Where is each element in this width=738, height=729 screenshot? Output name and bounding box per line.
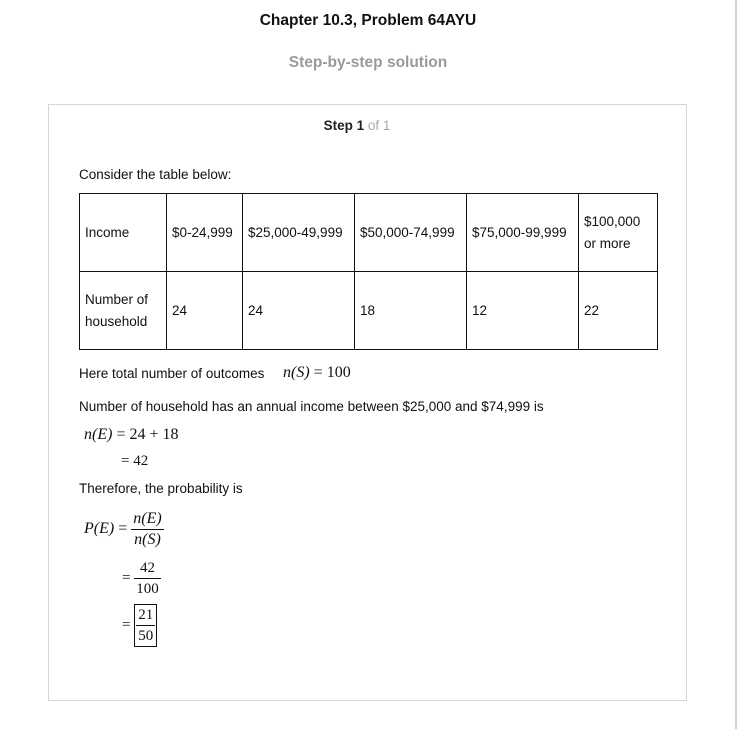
table-row-header: Number of household [80,272,167,350]
table-cell: $50,000-74,999 [355,194,467,272]
intro-text: Consider the table below: [79,167,232,182]
probability-equation-line2: = $\frac{42}{100}$ [122,560,159,597]
table-cell: 22 [579,272,658,350]
table-cell: 24 [243,272,355,350]
table-cell: 24 [167,272,243,350]
step-of-label: of 1 [367,118,391,133]
therefore-text: Therefore, the probability is [79,481,243,496]
event-count-equation: n(E) = 24 + 18 [84,426,179,443]
fraction-42-over-100: $\frac{42}{100}$ [136,560,159,597]
income-table [79,193,658,350]
table-cell: $25,000-49,999 [243,194,355,272]
final-answer-box [134,604,157,647]
step-indicator [0,118,714,133]
solution-subtitle: Step-by-step solution [288,54,448,71]
table-row-income [80,194,658,272]
table-row-households [80,272,658,350]
probability-equation-line1: P(E) = $\frac{n(E)}{n(S)}$ [84,510,162,548]
table-row-header: Income [80,194,167,272]
table-cell: $75,000-99,999 [467,194,579,272]
probability-equation-line3: = $\frac{21}{50}$ [122,604,157,647]
fraction-21-over-50: $\frac{21}{50}$ [138,607,154,644]
chapter-title: Chapter 10.3, Problem 64AYU [259,12,477,29]
event-count-result: = 42 [121,453,149,469]
table-cell: 18 [355,272,467,350]
step-label: Step 1 [323,118,365,133]
total-outcomes-equation: n(S) = 100 [283,364,351,381]
income-between-text: Number of household has an annual income between $25,000 and $74,999 is [79,399,544,414]
table-cell: $0-24,999 [167,194,243,272]
page-right-border [735,0,737,729]
table-cell: 12 [467,272,579,350]
fraction-nE-over-nS: $\frac{n(E)}{n(S)}$ [133,510,162,548]
total-outcomes-text: Here total number of outcomes [79,366,265,381]
table-cell: $100,000 or more [579,194,658,272]
